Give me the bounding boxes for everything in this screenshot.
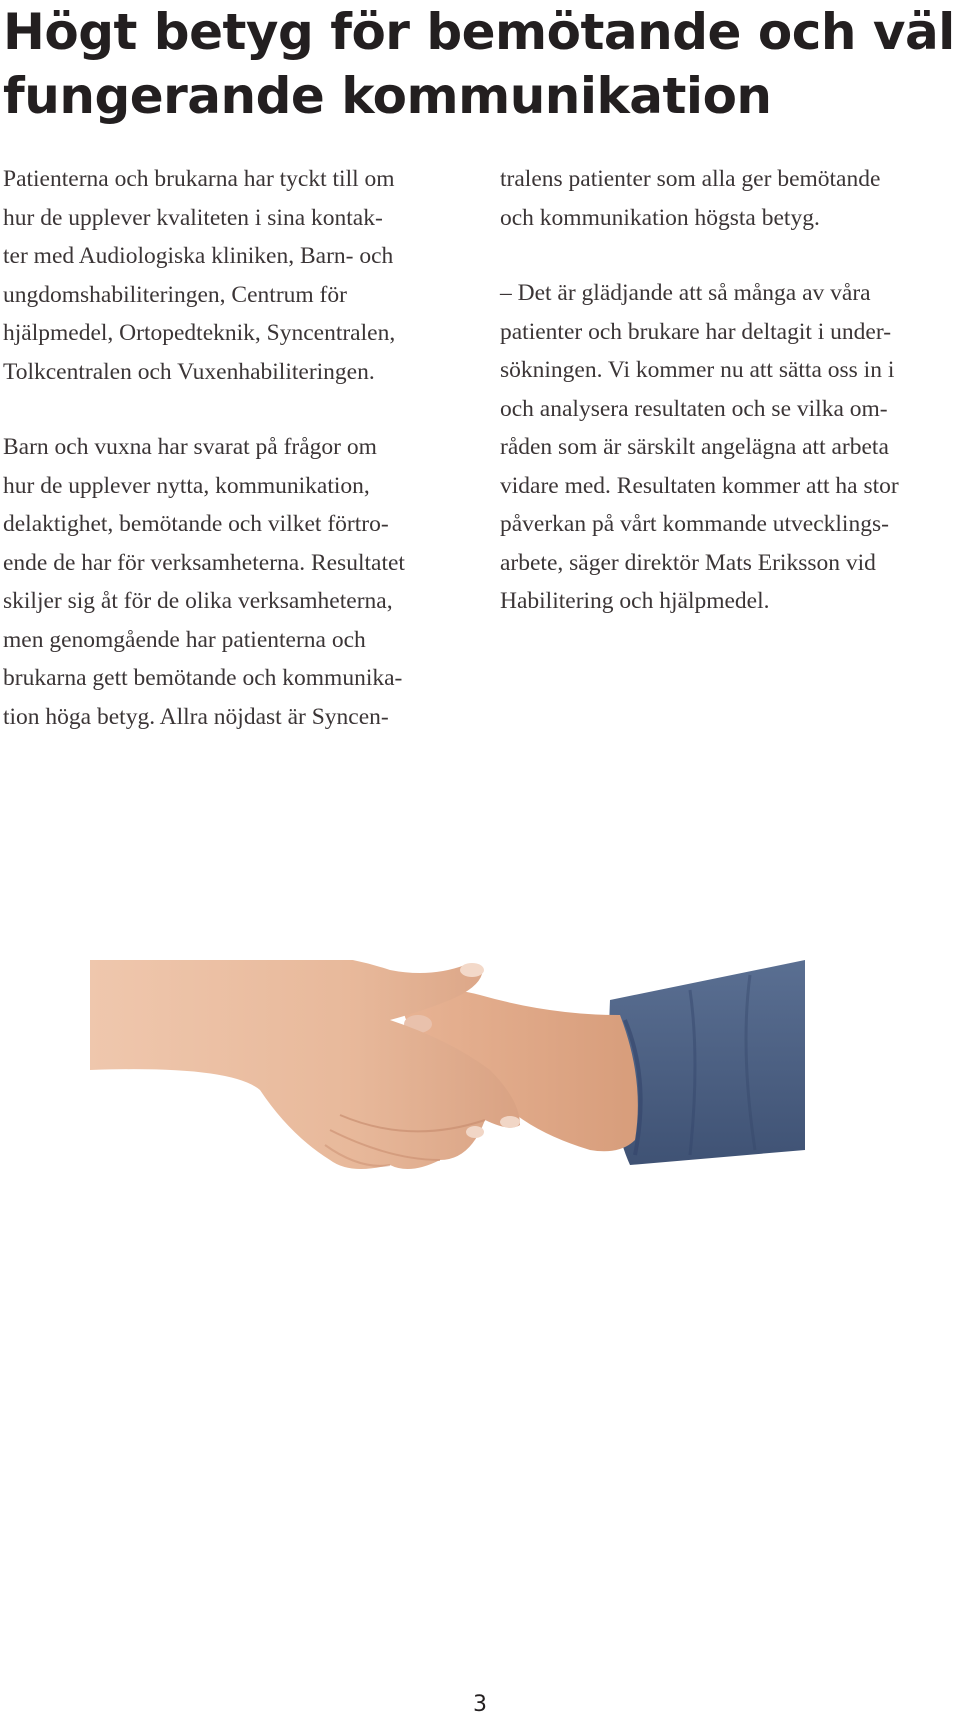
page-number: 3: [473, 1692, 487, 1717]
text-line: vidare med. Resultaten kommer att ha stor: [500, 472, 899, 499]
handshake-photo: [90, 960, 890, 1260]
text-line: hur de upplever kvaliteten i sina kontak-: [3, 204, 383, 231]
text-line: och kommunikation högsta betyg.: [500, 204, 820, 231]
paragraph-quote: [500, 274, 960, 621]
title-line-2: fungerande kommunikation: [3, 67, 772, 125]
text-line: ter med Audiologiska kliniken, Barn- och: [3, 243, 394, 269]
page-title: [3, 0, 955, 128]
text-line: tralens patienter som alla ger bemötande: [500, 166, 881, 192]
text-line: Barn och vuxna har svarat på frågor om: [3, 434, 377, 460]
text-line: Habilitering och hjälpmedel.: [500, 588, 770, 614]
handshake-icon: [90, 960, 890, 1260]
title-line-1: Högt betyg för bemötande och väl: [3, 3, 955, 61]
left-text-column: [3, 160, 473, 773]
text-line: patienter och brukare har deltagit i under-: [500, 318, 892, 345]
paragraph-results: [3, 428, 473, 736]
text-line: – Det är glädjande att så många av våra: [500, 280, 871, 306]
text-line: arbete, säger direktör Mats Eriksson vid: [500, 549, 876, 576]
text-line: råden som är särskilt angelägna att arbeta: [500, 434, 889, 460]
text-line: tion höga betyg. Allra nöjdast är Syncen-: [3, 703, 389, 730]
text-line: hur de upplever nytta, kommunikation,: [3, 472, 370, 499]
text-line: ungdomshabiliteringen, Centrum för: [3, 281, 347, 308]
text-line: och analysera resultaten och se vilka om-: [500, 395, 888, 422]
right-text-column: [500, 160, 960, 658]
text-line: Tolkcentralen och Vuxenhabiliteringen.: [3, 358, 375, 385]
text-line: Patienterna och brukarna har tyckt till om: [3, 166, 395, 192]
text-line: påverkan på vårt kommande utvecklings-: [500, 511, 889, 537]
paragraph-continuation: [500, 160, 960, 237]
text-line: sökningen. Vi kommer nu att sätta oss in i: [500, 357, 895, 383]
text-line: delaktighet, bemötande och vilket förtro-: [3, 511, 389, 537]
text-line: brukarna gett bemötande och kommunika-: [3, 665, 403, 691]
text-line: hjälpmedel, Ortopedteknik, Syncentralen,: [3, 320, 396, 346]
text-line: skiljer sig åt för de olika verksamheterna,: [3, 588, 393, 614]
text-line: men genomgående har patienterna och: [3, 626, 366, 653]
paragraph-intro: [3, 160, 473, 391]
text-line: ende de har för verksamheterna. Resultatet: [3, 549, 405, 576]
